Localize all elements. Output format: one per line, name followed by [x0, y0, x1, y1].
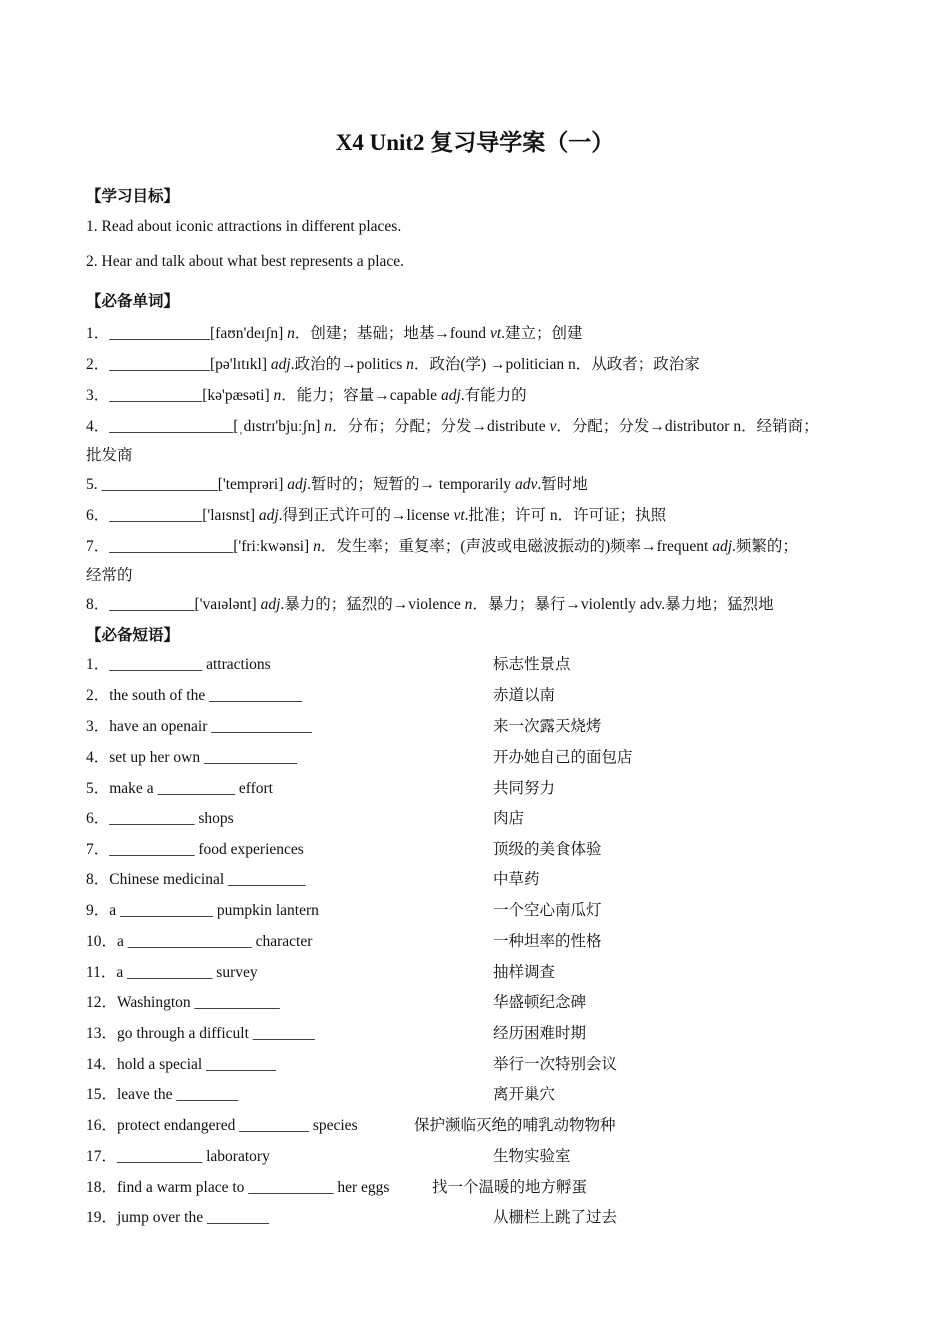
phrase-item: 5．make a __________ effort: [86, 780, 273, 797]
phrase-translation: 找一个温暖的地方孵蛋: [432, 1179, 588, 1196]
phrase-translation: 来一次露天烧烤: [493, 718, 602, 735]
phrase-item: 11．a ___________ survey: [86, 964, 258, 981]
page-title: X4 Unit2 复习导学案（一）: [335, 130, 615, 155]
phrase-item: 17．___________ laboratory: [86, 1148, 270, 1165]
phrase-translation: 共同努力: [493, 780, 556, 797]
phrase-translation: 举行一次特别会议: [493, 1056, 618, 1073]
phrase-item: 6．___________ shops: [86, 810, 234, 827]
vocab-item: 3．____________[kə'pæsəti] n．能力；容量→capable adj.有能力的: [86, 387, 527, 404]
vocab-continuation: 批发商: [86, 447, 133, 464]
phrase-translation: 保护濒临灭绝的哺乳动物物种: [414, 1117, 616, 1134]
phrase-item: 8．Chinese medicinal __________: [86, 871, 306, 888]
vocab-item: 7．________________['friːkwənsi] n．发生率；重复率；(声波或电磁波振动的)频率→frequent adj.频繁的；: [86, 538, 798, 555]
phrase-translation: 一种坦率的性格: [493, 933, 602, 950]
phrase-translation: 标志性景点: [493, 656, 571, 673]
vocab-item: 4．________________[ˌdɪstrɪ'bjuːʃn] n．分布；分配；分发→distribute v．分配；分发→distributor n．经销商；: [86, 418, 819, 435]
phrase-translation: 生物实验室: [493, 1148, 571, 1165]
section-heading-phrases: 【必备短语】: [86, 627, 180, 644]
phrase-item: 13．go through a difficult ________: [86, 1025, 315, 1042]
phrase-item: 18．find a warm place to ___________ her eggs: [86, 1179, 390, 1196]
vocab-item: 1．_____________[faʊn'deɪʃn] n．创建；基础；地基→found vt.建立；创建: [86, 325, 583, 342]
vocab-item: 5. _______________['temprəri] adj.暂时的；短暂的→ temporarily adv.暂时地: [86, 476, 588, 493]
section-heading-goals: 【学习目标】: [86, 188, 180, 205]
phrase-translation: 经历困难时期: [493, 1025, 587, 1042]
phrase-item: 7．___________ food experiences: [86, 841, 304, 858]
phrase-translation: 赤道以南: [493, 687, 556, 704]
goal-item: 2. Hear and talk about what best represents a place.: [86, 253, 405, 270]
phrase-translation: 从栅栏上跳了过去: [493, 1209, 618, 1226]
phrase-item: 16．protect endangered _________ species: [86, 1117, 358, 1134]
phrase-item: 15．leave the ________: [86, 1086, 239, 1103]
phrase-item: 2．the south of the ____________: [86, 687, 303, 704]
phrase-translation: 肉店: [493, 810, 525, 827]
phrase-item: 3．have an openair _____________: [86, 718, 312, 735]
phrase-translation: 开办她自己的面包店: [493, 749, 633, 766]
phrase-translation: 中草药: [493, 871, 540, 888]
phrase-item: 14．hold a special _________: [86, 1056, 276, 1073]
phrase-translation: 抽样调查: [493, 964, 556, 981]
phrase-translation: 华盛顿纪念碑: [493, 994, 587, 1011]
phrase-item: 9．a ____________ pumpkin lantern: [86, 902, 319, 919]
phrase-item: 1．____________ attractions: [86, 656, 271, 673]
phrase-translation: 一个空心南瓜灯: [493, 902, 602, 919]
phrase-item: 10．a ________________ character: [86, 933, 313, 950]
section-heading-vocab: 【必备单词】: [86, 293, 180, 310]
phrase-item: 19．jump over the ________: [86, 1209, 269, 1226]
goal-item: 1. Read about iconic attractions in different places.: [86, 218, 402, 235]
phrase-item: 4．set up her own ____________: [86, 749, 297, 766]
phrase-item: 12．Washington ___________: [86, 994, 280, 1011]
phrase-translation: 顶级的美食体验: [493, 841, 602, 858]
vocab-continuation: 经常的: [86, 567, 133, 584]
vocab-item: 6．____________['laɪsnst] adj.得到正式许可的→license vt.批准；许可 n．许可证；执照: [86, 507, 667, 524]
vocab-item: 2．_____________[pə'lɪtɪkl] adj.政治的→politics n．政治(学) →politician n．从政者；政治家: [86, 356, 700, 373]
vocab-item: 8．___________['vaɪələnt] adj.暴力的；猛烈的→violence n．暴力；暴行→violently adv.暴力地；猛烈地: [86, 596, 774, 613]
phrase-translation: 离开巢穴: [493, 1086, 556, 1103]
